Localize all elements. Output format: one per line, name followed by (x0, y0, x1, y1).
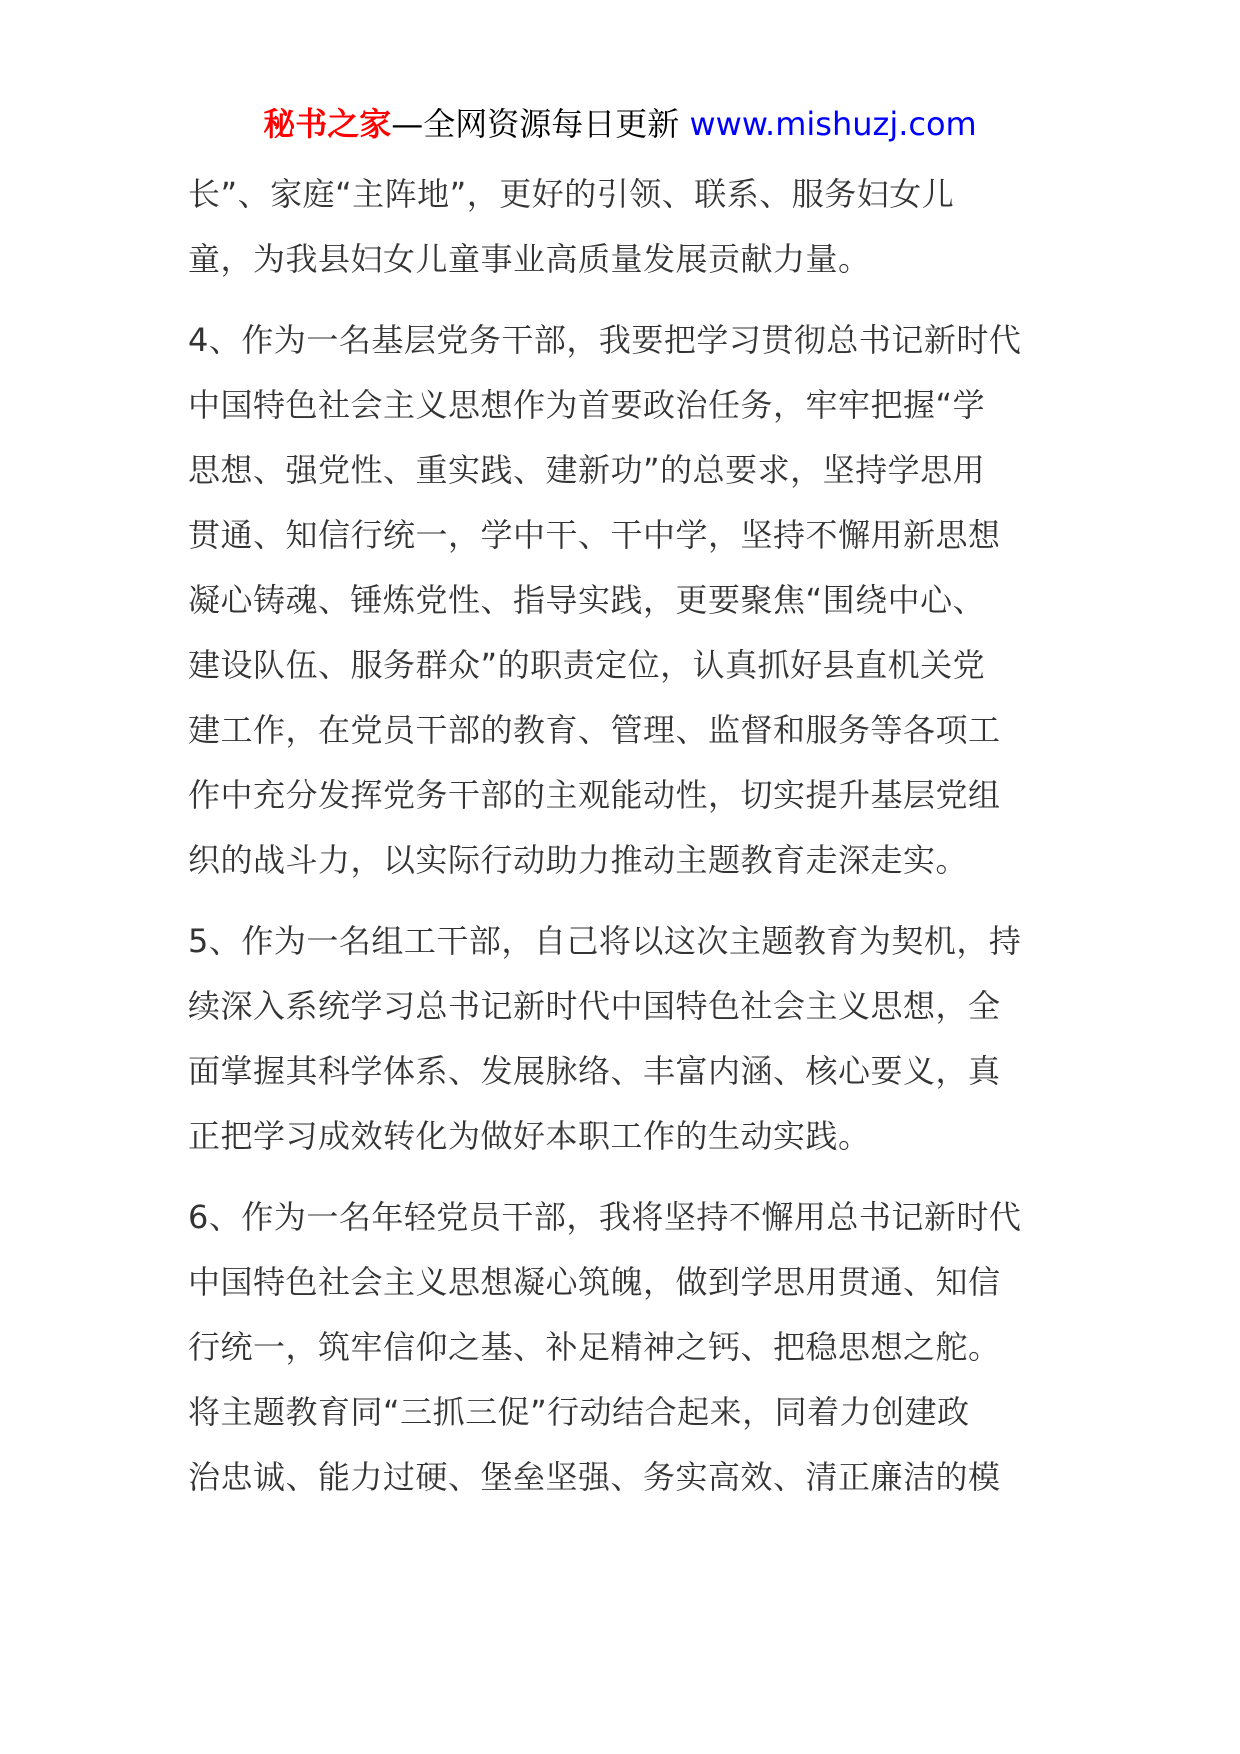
site-header (0, 100, 1240, 148)
paragraph (188, 1185, 1058, 1510)
document-body (188, 162, 1058, 1526)
text-line: 中国特色社会主义思想凝心筑魄，做到学思用贯通、知信 (188, 1263, 1001, 1301)
text-line: 凝心铸魂、锤炼党性、指导实践，更要聚焦“围绕中心、 (188, 581, 986, 619)
text-line: 作中充分发挥党务干部的主观能动性，切实提升基层党组 (188, 776, 1001, 814)
text-line: 5、作为一名组工干部，自己将以这次主题教育为契机，持 (188, 922, 1022, 960)
text-line: 治忠诚、能力过硬、堡垒坚强、务实高效、清正廉洁的模 (188, 1458, 1001, 1496)
paragraph (188, 162, 1058, 292)
text-line: 行统一，筑牢信仰之基、补足精神之钙、把稳思想之舵。 (188, 1328, 1001, 1366)
site-url-link[interactable]: www.mishuzj.com (689, 105, 977, 143)
text-line: 思想、强党性、重实践、建新功”的总要求，坚持学思用 (188, 451, 986, 489)
text-line: 将主题教育同“三抓三促”行动结合起来，同着力创建政 (188, 1393, 970, 1431)
site-tagline: —全网资源每日更新 (391, 105, 680, 143)
text-line: 4、作为一名基层党务干部，我要把学习贯彻总书记新时代 (188, 321, 1022, 359)
text-line: 建工作，在党员干部的教育、管理、监督和服务等各项工 (188, 711, 1001, 749)
text-line: 6、作为一名年轻党员干部，我将坚持不懈用总书记新时代 (188, 1198, 1022, 1236)
text-line: 续深入系统学习总书记新时代中国特色社会主义思想，全 (188, 987, 1001, 1025)
text-line: 中国特色社会主义思想作为首要政治任务，牢牢把握“学 (188, 386, 986, 424)
text-line: 建设队伍、服务群众”的职责定位，认真抓好县直机关党 (188, 646, 986, 684)
text-line: 童，为我县妇女儿童事业高质量发展贡献力量。 (188, 240, 871, 278)
site-brand: 秘书之家 (263, 105, 392, 143)
text-line: 织的战斗力，以实际行动助力推动主题教育走深走实。 (188, 841, 969, 879)
paragraph (188, 909, 1058, 1169)
text-line: 面掌握其科学体系、发展脉络、丰富内涵、核心要义，真 (188, 1052, 1001, 1090)
paragraph (188, 308, 1058, 893)
text-line: 贯通、知信行统一，学中干、干中学，坚持不懈用新思想 (188, 516, 1001, 554)
text-line: 正把学习成效转化为做好本职工作的生动实践。 (188, 1117, 871, 1155)
text-line: 长”、家庭“主阵地”，更好的引领、联系、服务妇女儿 (188, 175, 955, 213)
